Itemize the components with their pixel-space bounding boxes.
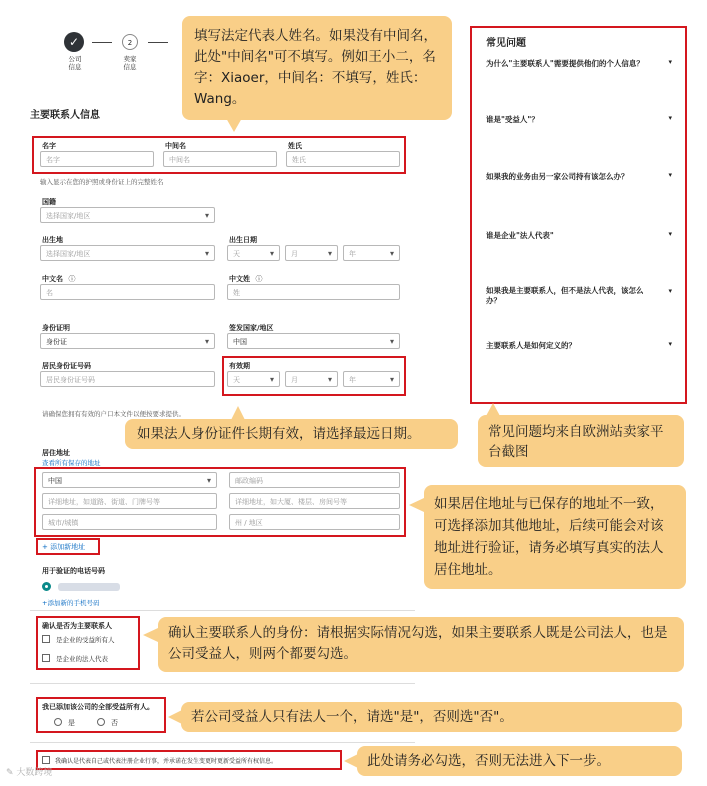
- name-hint: 输入显示在您的护照或身份证上的完整姓名: [40, 178, 164, 186]
- watermark: ✎ 大数跨境: [6, 768, 53, 778]
- info-icon[interactable]: ⓘ: [68, 275, 76, 283]
- address-line2-input[interactable]: 详细地址，如大厦、楼层、房间号等: [229, 493, 400, 509]
- info-icon[interactable]: ⓘ: [255, 275, 263, 283]
- middle-name-input[interactable]: 中间名: [163, 151, 277, 167]
- faq-question[interactable]: 如果我的业务由另一家公司持有该怎么办？ ▾: [486, 171, 672, 181]
- birthplace-select[interactable]: 选择国家/地区 ▾: [40, 245, 215, 261]
- contact-role-title: 确认是否为主要联系人: [42, 622, 112, 630]
- birthplace-label: 出生地: [42, 236, 63, 244]
- beneficial-yes-label: 是: [68, 719, 75, 727]
- address-zip-input[interactable]: 邮政编码: [229, 472, 400, 488]
- birthdate-day-select[interactable]: 天 ▾: [227, 245, 280, 261]
- id-note: 请确保您拥有有效的户口本文件以便按要求提供。: [42, 410, 185, 418]
- section-title: 主要联系人信息: [30, 110, 100, 121]
- chevron-down-icon: ▾: [668, 114, 672, 122]
- id-doc-label: 身份证明: [42, 324, 70, 332]
- chinese-surname-label: 中文姓 ⓘ: [229, 275, 263, 283]
- add-new-address-link[interactable]: + 添加新地址: [42, 543, 86, 551]
- faq-question[interactable]: 如果我是主要联系人，但不是法人代表，该怎么办？ ▾: [486, 286, 672, 305]
- phone-radio-selected[interactable]: [42, 582, 51, 591]
- address-label: 居住地址: [42, 449, 70, 457]
- last-name-input[interactable]: 姓氏: [286, 151, 400, 167]
- faq-title: 常见问题: [486, 38, 526, 49]
- chevron-down-icon: ▾: [668, 287, 672, 295]
- name-tip-callout: 填写法定代表人姓名。如果没有中间名，此处"中间名"可不填写。例如王小二，名字：Xiaoer，中间名：不填写，姓氏：Wang。: [182, 16, 452, 120]
- expiry-year-select[interactable]: 年 ▾: [343, 371, 400, 387]
- address-country-select[interactable]: 中国 ▾: [42, 472, 217, 488]
- beneficial-yes-radio[interactable]: [54, 718, 62, 726]
- confirm-checkbox[interactable]: [42, 756, 50, 764]
- beneficial-all-title: 我已添加该公司的全部受益所有人。: [42, 703, 154, 711]
- faq-question[interactable]: 为什么"主要联系人"需要提供他们的个人信息？ ▾: [486, 58, 672, 68]
- chevron-down-icon: ▾: [668, 230, 672, 238]
- nationality-select[interactable]: 选择国家/地区 ▾: [40, 207, 215, 223]
- role-tip-callout: 确认主要联系人的身份：请根据实际情况勾选，如果主要联系人既是公司法人，也是公司受益人，则两个都要勾选。: [158, 617, 684, 672]
- beneficial-no-radio[interactable]: [97, 718, 105, 726]
- id-number-label: 居民身份证号码: [42, 362, 91, 370]
- phone-number-redacted: [58, 583, 120, 591]
- issuing-country-select[interactable]: 中国 ▾: [227, 333, 400, 349]
- step-2-label: 卖家 信息: [123, 55, 137, 71]
- nationality-label: 国籍: [42, 198, 56, 206]
- issuing-country-label: 签发国家/地区: [229, 324, 274, 332]
- faq-question[interactable]: 谁是"受益人"？ ▾: [486, 114, 672, 124]
- address-city-input[interactable]: 城市/城镇: [42, 514, 217, 530]
- address-line1-input[interactable]: 详细地址，如道路、街道、门牌号等: [42, 493, 217, 509]
- legal-rep-checkbox[interactable]: [42, 654, 50, 662]
- faq-panel: [486, 34, 672, 394]
- beneficial-no-label: 否: [111, 719, 118, 727]
- birthdate-year-select[interactable]: 年 ▾: [343, 245, 400, 261]
- faq-tip-callout: 常见问题均来自欧洲站卖家平台截图: [478, 415, 684, 467]
- confirm-text: 我确认是代表自己或代表注册企业行事，并承诺在发生变更时更新受益所有权信息。: [55, 758, 278, 765]
- first-name-input[interactable]: 名字: [40, 151, 154, 167]
- middle-name-label: 中间名: [165, 142, 186, 150]
- chevron-down-icon: ▾: [668, 171, 672, 179]
- id-number-input[interactable]: 居民身份证号码: [40, 371, 215, 387]
- first-name-label: 名字: [42, 142, 56, 150]
- last-name-label: 姓氏: [288, 142, 302, 150]
- expiry-tip-callout: 如果法人身份证件长期有效，请选择最远日期。: [125, 419, 458, 449]
- beneficial-owner-label: 是企业的受益所有人: [56, 636, 115, 644]
- step-1-label: 公司 信息: [68, 55, 82, 71]
- faq-question[interactable]: 主要联系人是如何定义的？ ▾: [486, 340, 672, 350]
- birthdate-label: 出生日期: [229, 236, 257, 244]
- step-1-done-icon: ✓: [64, 32, 84, 52]
- add-phone-link[interactable]: +添加新的手机号码: [42, 599, 100, 607]
- saved-addresses-link[interactable]: 查看所有保存的地址: [42, 459, 101, 467]
- step-2-badge: 2: [122, 34, 138, 50]
- chinese-name-label: 中文名 ⓘ: [42, 275, 76, 283]
- legal-rep-label: 是企业的法人代表: [56, 655, 108, 663]
- beneficial-tip-callout: 若公司受益人只有法人一个，请选"是"，否则选"否"。: [181, 702, 682, 732]
- id-doc-select[interactable]: 身份证 ▾: [40, 333, 215, 349]
- chevron-down-icon: ▾: [668, 340, 672, 348]
- watermark-logo-icon: ✎: [6, 768, 14, 778]
- chinese-name-input[interactable]: 名: [40, 284, 215, 300]
- chinese-surname-input[interactable]: 姓: [227, 284, 400, 300]
- address-tip-callout: 如果居住地址与已保存的地址不一致，可选择添加其他地址，后续可能会对该地址进行验证，请务必填写真实的法人居住地址。: [424, 485, 686, 589]
- address-state-input[interactable]: 州 / 地区: [229, 514, 400, 530]
- beneficial-owner-checkbox[interactable]: [42, 635, 50, 643]
- expiry-month-select[interactable]: 月 ▾: [285, 371, 338, 387]
- phone-label: 用于验证的电话号码: [42, 567, 105, 575]
- birthdate-month-select[interactable]: 月 ▾: [285, 245, 338, 261]
- expiry-label: 有效期: [229, 362, 250, 370]
- faq-question[interactable]: 谁是企业"法人代表" ▾: [486, 230, 672, 240]
- expiry-day-select[interactable]: 天 ▾: [227, 371, 280, 387]
- confirm-tip-callout: 此处请务必勾选，否则无法进入下一步。: [357, 746, 682, 776]
- chevron-down-icon: ▾: [668, 58, 672, 66]
